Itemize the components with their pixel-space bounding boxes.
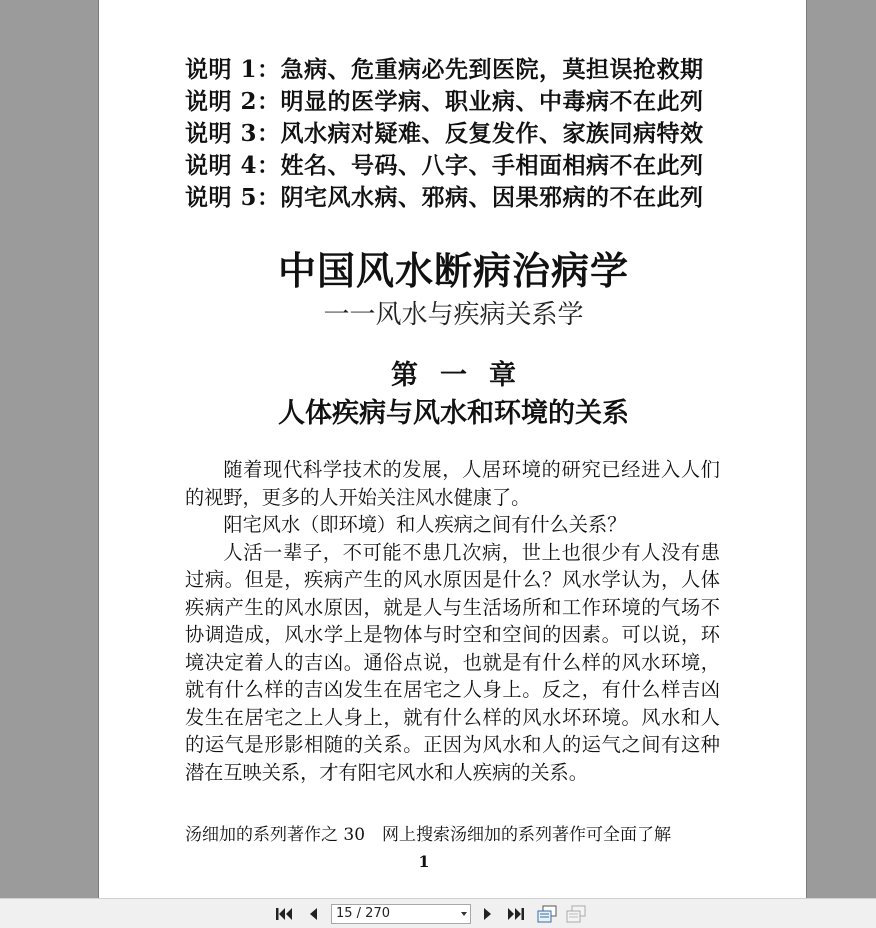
page-selector[interactable]	[331, 904, 471, 924]
note-line: 说明 5：阴宅风水病、邪病、因果邪病的不在此列	[185, 184, 704, 211]
note-line: 说明 1：急病、危重病必先到医院，莫担误抢救期	[185, 56, 704, 83]
body-text	[185, 456, 720, 786]
last-page-icon	[506, 906, 526, 922]
page-footer: 汤细加的系列著作之 30 网上搜索汤细加的系列著作可全面了解	[185, 825, 672, 845]
chevron-down-icon	[461, 912, 467, 916]
document-page	[98, 0, 807, 898]
single-page-view-button[interactable]	[565, 905, 587, 923]
chapter-title: 人体疾病与风水和环境的关系	[278, 398, 629, 429]
previous-page-icon	[306, 906, 320, 922]
page-indicator: 15 / 270	[336, 906, 390, 921]
book-subtitle: 一一风水与疾病关系学	[323, 300, 584, 330]
page-number: 1	[418, 852, 430, 871]
single-page-view-icon	[565, 905, 587, 923]
paragraph: 阳宅风水（即环境）和人疾病之间有什么关系？	[223, 513, 627, 536]
note-line: 说明 3：风水病对疑难、反复发作、家族同病特效	[185, 120, 704, 147]
next-page-icon	[481, 906, 495, 922]
continuous-view-button[interactable]	[536, 905, 558, 923]
first-page-icon	[274, 906, 294, 922]
note-line: 说明 2：明显的医学病、职业病、中毒病不在此列	[185, 88, 704, 115]
paragraph: 随着现代科学技术的发展，人居环境的研究已经进入人们的视野，更多的人开始关注风水健康了。	[185, 458, 720, 509]
navigation-toolbar	[0, 898, 876, 928]
previous-page-button[interactable]	[302, 905, 324, 923]
note-line: 说明 4：姓名、号码、八字、手相面相病不在此列	[185, 152, 704, 179]
last-page-button[interactable]	[505, 905, 527, 923]
continuous-view-icon	[536, 905, 558, 923]
first-page-button[interactable]	[273, 905, 295, 923]
chapter-heading: 第一章	[391, 360, 538, 391]
next-page-button[interactable]	[477, 905, 499, 923]
paragraph: 人活一辈子，不可能不患几次病，世上也很少有人没有患过病。但是，疾病产生的风水原因是什么？风水学认为，人体疾病产生的风水原因，就是人与生活场所和工作环境的气场不协调造成，风水学上是物体与时空和空间的因素。可以说，环境决定着人的吉凶。通俗点说，也就是有什么样的风水环境，就有什么样的吉凶发生在居宅之人身上。反之，有什么样吉凶发生在居宅之上人身上，就有什么样的风水坏环境。风水和人的运气是形影相随的关系。正因为风水和人的运气之间有这种潜在互映关系，才有阳宅风水和人疾病的关系。	[185, 540, 720, 784]
book-title: 中国风水断病治病学	[277, 248, 629, 293]
notes-block	[185, 54, 725, 214]
